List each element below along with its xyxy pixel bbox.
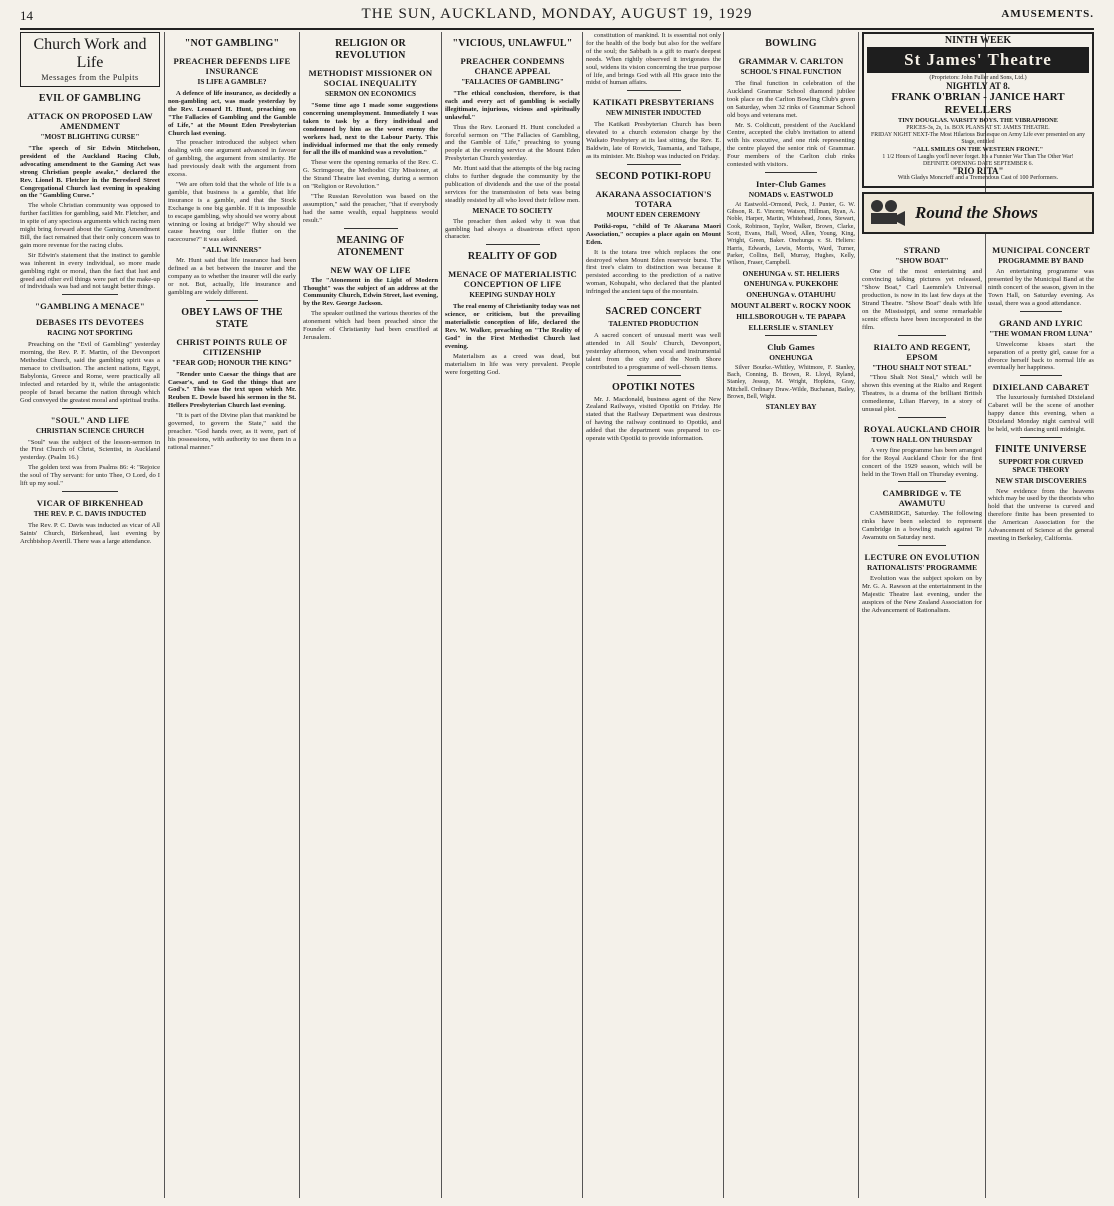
divider xyxy=(898,417,946,418)
religion-lede: "Some time ago I made some suggestions concerning unemployment. Immediately I was taken to task by a fiery individual and condemned by him as the worst enemy the workers had, next to the Labour Party. This individual informed me that the only remedy for all the ills of mankind was a revolution." xyxy=(303,102,438,157)
divider xyxy=(898,481,946,482)
soul-paragraph: "Soul" was the subject of the lesson-sermon in the First Church of Christ, Scientist, in Auckland yesterday. (Psalm 16.) xyxy=(20,438,160,462)
opotiki-heading: OPOTIKI NOTES xyxy=(612,381,695,393)
opotiki-paragraph: Mr. J. Macdonald, business agent of the New Zealand Railways, visited Opotiki on Friday. He stated that the Railway Department was desirous of having the railway continued to Opotiki, and added that the department was prepared to co-operate with Opotiki to provide information. xyxy=(586,395,721,443)
divider xyxy=(62,294,118,295)
not-gambling-paragraph: Mr. Hunt said that life insurance had been defined as a bet between the insurer and the company as to whether the insurer will die early or not. But, actually, life insurance and gambling are widely different. xyxy=(168,257,296,296)
vicious-paragraph: Thus the Rev. Leonard H. Hunt concluded a forceful sermon on "The Fallacies of Gambling, and the Gamble of Life," preaching to young people at the evening service at the Mount Eden Presbyterian Church yesterday. xyxy=(445,123,580,163)
gambling-paragraph: Sir Edwin's statement that the instinct to gamble was inherent in every individual, so more made gambling right or moral, than the fact that lust and greed and other evil things were part of the make-up of individuals was bad and not taught better things. xyxy=(20,251,160,291)
column-rule xyxy=(582,32,583,1198)
divider xyxy=(1020,437,1062,438)
grand-heading: GRAND AND LYRIC xyxy=(999,317,1083,328)
divider xyxy=(1020,311,1062,312)
municipal-subheading: PROGRAMME BY BAND xyxy=(998,256,1084,266)
not-gambling-paragraph: "We are often told that the whole of life is a gamble, that business is a gamble, that life insurance is a gamble, and that the Stock Exchange is one big gamble. If it is impossible to escape gambling, why should we worry about winning or losing at bridge?" Why should we cause heaving our little flutter on the racecourse?" it was asked. xyxy=(168,180,296,244)
column-rule xyxy=(723,32,724,1198)
theatre-name: St James' Theatre xyxy=(867,47,1089,73)
divider xyxy=(627,90,681,91)
divider xyxy=(627,299,681,300)
vicious-paragraph: Mr. Hunt said that the attempts of the big racing clubs to further degrade the community by the publication of dividends and the use of the postal services for the transmission of bets was being steadily resisted by all who loved their fellow men. xyxy=(445,165,580,204)
newspaper-title: THE SUN, AUCKLAND, MONDAY, AUGUST 19, 1929 xyxy=(361,6,753,22)
column-not-gambling xyxy=(168,32,296,1198)
church-title: Church Work and Life xyxy=(33,36,147,71)
theatre-advert xyxy=(862,32,1094,188)
column-bowling xyxy=(727,32,855,1198)
vicious-crosshead: MENACE TO SOCIETY xyxy=(472,205,553,215)
rialto-paragraph: "Thou Shalt Not Steal," which will be shown this evening at the Rialto and Regent Theatres, is a drama of the brilliant British comedienne, Lilian Harvey, in a story of unusual plot. xyxy=(862,374,982,414)
divider xyxy=(62,491,118,492)
shows-right xyxy=(988,239,1094,616)
vicar-paragraph: The Rev. P. C. Davis was inducted as vicar of All Saints' Church, Birkenhead, last evening by Archbishop Averill. There was a large attendance. xyxy=(20,522,160,545)
theatre-cast-note: With Gladys Moncrieff and a Tremendous Cast of 100 Performers. xyxy=(897,175,1059,182)
municipal-heading: MUNICIPAL CONCERT xyxy=(992,245,1090,256)
gambling-subheading: ATTACK ON PROPOSED LAW AMENDMENT xyxy=(27,111,153,131)
interclub-match: ELLERSLIE v. STANLEY xyxy=(748,323,834,333)
religion-paragraph: "The Russian Revolution was based on the assumption," said the preacher, "that if everybody had the same wealth, equal happiness would result." xyxy=(303,192,438,224)
gambling-paragraph: The whole Christian community was opposed to further facilities for gambling, said Mr. Fletcher, and in spite of any specious arguments which racing men might bring forward about the Gaming Amendment Bill, the fact remained that their only concern was to gain more revenue for the racing clubs. xyxy=(20,202,160,249)
obey-subheading: CHRIST POINTS RULE OF CITIZENSHIP xyxy=(176,336,288,357)
column-rule xyxy=(299,32,300,1198)
obey-deck: "FEAR GOD; HONOUR THE KING" xyxy=(171,358,293,367)
grand-paragraph: Unwelcome kisses start the separation of a pretty girl, cause for a divorce herself back to normal life as eventually her happiness. xyxy=(988,340,1094,372)
theatre-cast: TINY DOUGLAS. VARSITY BOYS. THE VIBRAPHONE xyxy=(897,116,1059,124)
vicious-paragraph: The preacher then asked why it was that gambling had always a disastrous effect upon character. xyxy=(445,217,580,241)
page-number: 14 xyxy=(20,8,33,23)
religion-subheading: METHODIST MISSIONER ON SOCIAL INEQUALITY xyxy=(308,68,433,88)
obey-paragraph: "It is part of the Divine plan that mankind be governed, to govern the State," said the preacher. "God hands over, as it were, part of his possessions, with authority to use them in a rational manner." xyxy=(168,412,296,451)
lecture-paragraph: Evolution was the subject spoken on by Mr. G. A. Rawson at the entertainment in the Majestic Theatre last evening, under the auspices of the New Zealand Association for the Advancement of Rationalism. xyxy=(862,575,982,614)
not-gambling-deck: IS LIFE A GAMBLE? xyxy=(197,78,267,86)
theatre-opening: DEFINITE OPENING DATE SEPTEMBER 6. xyxy=(923,160,1033,167)
reality-heading: REALITY OF GOD xyxy=(467,251,558,263)
katikati-paragraph: The Katikati Presbyterian Church has been elevated to a church extension charge by the Waikato Presbytery at its last sitting, the Rev. E. Baldwin, late of Rowick, Tasmania, and Taihape, as its minister. Mr. Bishop was inducted on Friday. xyxy=(586,121,721,160)
divider xyxy=(898,545,946,546)
bowling-paragraph: Mr. S. Coldicutt, president of the Auckland Centre, accepted the club's invitation to attend with his executive, and one rink representing the centre played the senior rink of Grammar. Four members of the Carlton club rinks contested with visitors. xyxy=(727,121,855,169)
divider xyxy=(765,172,816,173)
not-gambling-crosshead: "ALL WINNERS" xyxy=(201,245,263,255)
movie-camera-icon xyxy=(867,198,907,228)
atonement-paragraph: The speaker outlined the various theories of the atonement which had been preached since the Founder of Christianity had been crucified at Jerusalem. xyxy=(303,310,438,341)
interclub-match: HILLSBOROUGH v. TE PAPAPA xyxy=(736,312,846,322)
potiki-paragraph: It is the totara tree which replaces the one destroyed when Mount Eden reservoir burst. The first tree's claim to distinction was because it persisted according to the prediction of a native woman, Kohupahi, who declared that the planted infringed the ancient tapu of the mountain. xyxy=(586,248,721,296)
interclub-heading: Inter-Club Games xyxy=(756,178,826,189)
divider xyxy=(344,228,398,229)
vicar-subheading: THE REV. P. C. DAVIS INDUCTED xyxy=(33,510,147,518)
strand-subheading: "SHOW BOAT" xyxy=(895,256,949,266)
divider xyxy=(62,408,118,409)
potiki-heading: SECOND POTIKI-ROPU xyxy=(595,170,712,182)
shows-left xyxy=(862,239,982,616)
club-games-subheading: STANLEY BAY xyxy=(765,402,817,412)
divider xyxy=(206,300,257,301)
menace-heading: "GAMBLING A MENACE" xyxy=(35,301,145,312)
church-subtitle: Messages from the Pulpits xyxy=(41,73,139,82)
vicious-lede: "The ethical conclusion, therefore, is that each and every act of gambling is socially illegitimate, injurious, vicious and spiritually unlawful." xyxy=(445,90,580,121)
menace-paragraph: Preaching on the "Evil of Gambling" yesterday morning, the Rev. P. F. Martin, of the Devonport Methodist Church, said the gambling spirit was a menace to civilisation. The ancient nations, Egypt, Babylonia, Greece and Rome, were practically all infected and retarded by it, while the antagonistic people of Israel became the nation through which God conveyed the greatest moral and spiritual truths. xyxy=(20,341,160,404)
theatre-company: REVELLERS xyxy=(944,103,1012,116)
menace-deck: RACING NOT SPORTING xyxy=(47,329,133,338)
sacred-paragraph: A sacred concert of unusual merit was well attended in All Souls' Church, Devonport, yesterday afternoon, when vocal and instrumental talent from the city and the North Shore contributed to a programme of well-chosen items. xyxy=(586,332,721,371)
interclub-match: NOMADS v. EASTWOLD xyxy=(748,189,834,199)
atonement-heading: MEANING OF ATONEMENT xyxy=(336,234,405,258)
column-vicious xyxy=(445,32,580,1198)
theatre-week: NINTH WEEK xyxy=(944,35,1012,46)
divider xyxy=(898,335,946,336)
divider xyxy=(1020,375,1062,376)
theatre-prices: PRICES-3s, 2s, 1s. BOX PLANS AT ST. JAMES THEATRE. xyxy=(906,124,1050,131)
theatre-friday: FRIDAY NIGHT NEXT-The Most Hilarious Burlesque on Army Life ever presented on any Stage, entitled xyxy=(870,131,1086,145)
not-gambling-heading: "NOT GAMBLING" xyxy=(184,38,280,49)
potiki-lede: Potiki-ropu, "child of Te Akarana Maori Association," occupies a place again on Mount Eden. xyxy=(586,222,721,246)
bowling-deck: SCHOOL'S FINAL FUNCTION xyxy=(740,68,842,76)
gambling-heading: EVIL OF GAMBLING xyxy=(38,93,142,104)
sacred-subheading: TALENTED PRODUCTION xyxy=(608,320,699,329)
round-the-shows-title: Round the Shows xyxy=(915,203,1038,223)
club-games-results: Silver Bourke.-Whitley, Whitmore, F. Stanley, Bach, Conning, B. Brown, R. Lloyd, Ryland, Stanley, Jessup, M. Wright, Hopkins, Gray, Mitchell. Ordinary Draw.-Wilde, Buchanan, Bailey, Brown, Bell, Wight. xyxy=(727,364,855,401)
interclub-match: ONEHUNGA v. OTAHUHU xyxy=(746,290,836,300)
vicar-heading: VICAR OF BIRKENHEAD xyxy=(36,498,144,508)
strand-paragraph: One of the most entertaining and convincing talking pictures yet released, "Show Boat," Carl Laemmle's Universal production, is now in its last few days at the Strand Theatre. "Show Boat" deals with life on the Mississippi, and some remarkable scenic effects have been incorporated in the film. xyxy=(862,268,982,331)
church-heading-box xyxy=(20,32,160,87)
theatre-proprietors: (Proprietors: John Fuller and Sons, Ltd.) xyxy=(929,74,1027,81)
religion-heading: RELIGION OR REVOLUTION xyxy=(335,38,406,61)
finite-paragraph: New evidence from the heavens which may be used by the theorists who hold that the universe is curved and therefore finite has been presented to the American Association for the Advancement of Science at the general meeting in Berkeley, California. xyxy=(988,487,1094,542)
masthead xyxy=(20,6,1094,30)
divider xyxy=(765,335,816,336)
round-the-shows-banner xyxy=(862,192,1094,234)
finite-deck: NEW STAR DISCOVERIES xyxy=(995,475,1087,485)
vicious-deck: "FALLACIES OF GAMBLING" xyxy=(461,78,564,86)
lecture-heading: LECTURE ON EVOLUTION xyxy=(864,552,980,563)
choir-paragraph: A very fine programme has been arranged for the Royal Auckland Choir for the first concert of the 1929 season, which will be held in the Town Hall on Thursday evening. xyxy=(862,446,982,478)
soul-subheading: CHRISTIAN SCIENCE CHURCH xyxy=(35,426,145,435)
grand-subheading: "THE WOMAN FROM LUNA" xyxy=(989,328,1093,338)
religion-deck: SERMON ON ECONOMICS xyxy=(324,90,417,98)
vicious-heading: "VICIOUS, UNLAWFUL" xyxy=(452,38,573,49)
section-label: AMUSEMENTS. xyxy=(1001,8,1094,20)
lecture-subheading: RATIONALISTS' PROGRAMME xyxy=(866,563,978,573)
atonement-subheading: NEW WAY OF LIFE xyxy=(330,264,411,275)
not-gambling-lede: A defence of life insurance, as decidedly a non-gambling act, was made yesterday by the Rev. Leonard H. Hunt, preaching on "The Fallacies of Gambling and the Gamble of Life," at the Mount Eden Presbyterian Church last evening. xyxy=(168,90,296,137)
divider xyxy=(627,375,681,376)
column-rule xyxy=(164,32,165,1198)
choir-heading: ROYAL AUCKLAND CHOIR xyxy=(863,423,981,434)
column-religion xyxy=(303,32,438,1198)
divider xyxy=(486,244,540,245)
club-games-heading: Club Games xyxy=(767,341,815,352)
sacred-heading: SACRED CONCERT xyxy=(605,306,702,318)
menace-subheading: DEBASES ITS DEVOTEES xyxy=(36,317,144,328)
not-gambling-subheading: PREACHER DEFENDS LIFE INSURANCE xyxy=(173,56,291,76)
potiki-subheading: AKARANA ASSOCIATION'S TOTARA xyxy=(595,188,712,209)
soul-paragraph: The golden text was from Psalms 86: 4: "Rejoice the soul of Thy servant: for unto Thee, O Lord, do I lift up my soul." xyxy=(20,464,160,488)
bowling-subheading: GRAMMAR V. CARLTON xyxy=(738,56,844,66)
atonement-lede: The "Atonement in the Light of Modern Thought" was the subject of an address at the Community Church, Edwin Street, last evening, by the Rev. George Jackson. xyxy=(303,276,438,308)
bowling-paragraph: The final function in celebration of the Auckland Grammar School diamond jubilee took place on the Carlton Bowling Club's green on Saturday, when 32 rinks of Grammar School old boys and veterans met. xyxy=(727,80,855,119)
constitution-paragraph: constitution of mankind. It is essential not only for the health of the body but also for the welfare of the soul; the Sabbath is a gift to man's deepest needs. When rightly observed it invigorates the soul, widens its vision concerning the true purpose of life, and brings God with all His grace into the midst of human affairs. xyxy=(586,32,721,87)
column-rule xyxy=(858,32,859,1198)
vicious-subheading: PREACHER CONDEMNS CHANCE APPEAL xyxy=(460,56,565,76)
interclub-match: ONEHUNGA v. ST. HELIERS xyxy=(742,268,840,278)
theatre-laughs: 1 1/2 Hours of Laughs you'll never forget. It's a Funnier War Than The Other War! xyxy=(882,153,1074,160)
potiki-deck: MOUNT EDEN CEREMONY xyxy=(606,210,701,219)
cambridge-paragraph: CAMBRIDGE, Saturday. The following rinks have been selected to represent Cambridge in a bowling match against Te Awamutu on Saturday next. xyxy=(862,510,982,542)
cambridge-heading: CAMBRIDGE v. TE AWAMUTU xyxy=(882,488,962,509)
club-games-subheading: ONEHUNGA xyxy=(769,352,813,362)
not-gambling-paragraph: The preacher introduced the subject when dealing with one argument advanced in favour of gambling, the argument from similarity. He had previously dealt with the argument from excess. xyxy=(168,139,296,179)
obey-lede: "Render unto Caesar the things that are Caesar's, and to God the things that are God's." This was the text upon which Mr. Reuben E. Dowle based his sermon in the St. Hellers Presbyterian Church last evening. xyxy=(168,370,296,410)
column-potiki xyxy=(586,32,721,1198)
theatre-nightly: NIGHTLY AT 8. xyxy=(946,80,1010,91)
theatre-rio-rita: "RIO RITA" xyxy=(952,165,1004,176)
reality-lede: The real enemy of Christianity today was not science, or criticism, but the prevailing materialistic conception of life, declared the Rev. W. Walker, preaching on "The Reality of God" in the First Methodist Church last evening. xyxy=(445,303,580,350)
divider xyxy=(627,164,681,165)
religion-paragraph: These were the opening remarks of the Rev. C. G. Scrimgeour, the Methodist City Missioner, at the Strand Theatre last evening, during a sermon on "Religion or Revolution." xyxy=(303,159,438,191)
finite-subheading: SUPPORT FOR CURVED SPACE THEORY xyxy=(998,456,1084,474)
reality-paragraph: Materialism as a creed was dead, but materialism in life was very prevalent. People were forgetting God. xyxy=(445,352,580,376)
interclub-match: ONEHUNGA v. PUKEKOHE xyxy=(743,279,839,289)
theatre-next-show: "ALL SMILES ON THE WESTERN FRONT." xyxy=(912,145,1044,153)
column-church xyxy=(20,32,160,1198)
theatre-stars: FRANK O'BRIAN - JANICE HART xyxy=(891,90,1065,103)
soul-heading: "SOUL" AND LIFE xyxy=(50,414,130,425)
obey-heading: OBEY LAWS OF THE STATE xyxy=(181,306,283,330)
katikati-subheading: NEW MINISTER INDUCTED xyxy=(605,109,702,118)
katikati-heading: KATIKATI PRESBYTERIANS xyxy=(592,97,715,108)
municipal-paragraph: An entertaining programme was presented by the Municipal Band at the ninth concert of the season, given in the Town Hall, on Saturday evening. As usual, there was a good attendance. xyxy=(988,268,1094,307)
bowling-heading: BOWLING xyxy=(765,38,817,49)
gambling-deck: "MOST BLIGHTING CURSE" xyxy=(40,133,140,141)
column-amusements xyxy=(862,32,1094,1198)
interclub-results: At Eastwold.-Ormond, Peck, J. Punter, G. W. Gibson, R. E. Vincent; Watson, Hillman, Ryan, A. Noble, Harper, Martin, Whitehead, Jones, Stewart, Cook, Robinson, Taylor, Walker, Brown, Clarke, Scott, Evans, Hall, Wood, Allen, Young, King, Wright, Green, Baker. Onehunga v. St. Heliers: Harris, Edwards, Lewis, Morris, Ward, Turner, Parker, Collins, Bell, Murray, Hughes, Kelly, Wilson, Fraser, Campbell. xyxy=(727,201,855,267)
reality-subheading: MENACE OF MATERIALISTIC CONCEPTION OF LIFE xyxy=(448,269,577,290)
finite-heading: FINITE UNIVERSE xyxy=(995,443,1087,455)
interclub-match: MOUNT ALBERT v. ROCKY NOOK xyxy=(730,301,852,311)
dixieland-paragraph: The luxuriously furnished Dixieland Cabaret will be the scene of another happy dance this evening, when a Dixieland Monday night carnival will be held, with dancing until midnight. xyxy=(988,394,1094,433)
rialto-subheading: "THOU SHALT NOT STEAL" xyxy=(872,362,972,372)
column-rule xyxy=(441,32,442,1198)
gambling-lede: "The speech of Sir Edwin Mitchelson, president of the Auckland Racing Club, advocating amendment to the Gaming Act was strong Christian people awake," declared the Rev. Lionel B. Fletcher in the Beresford Street Congregational Church last evening in speaking on the "Gambling Curse." xyxy=(20,145,160,200)
strand-heading: STRAND xyxy=(903,245,941,256)
rialto-heading: RIALTO AND REGENT, EPSOM xyxy=(873,341,971,362)
choir-subheading: TOWN HALL ON THURSDAY xyxy=(871,434,973,444)
dixieland-heading: DIXIELAND CABARET xyxy=(992,382,1090,393)
reality-deck: KEEPING SUNDAY HOLY xyxy=(469,291,556,300)
